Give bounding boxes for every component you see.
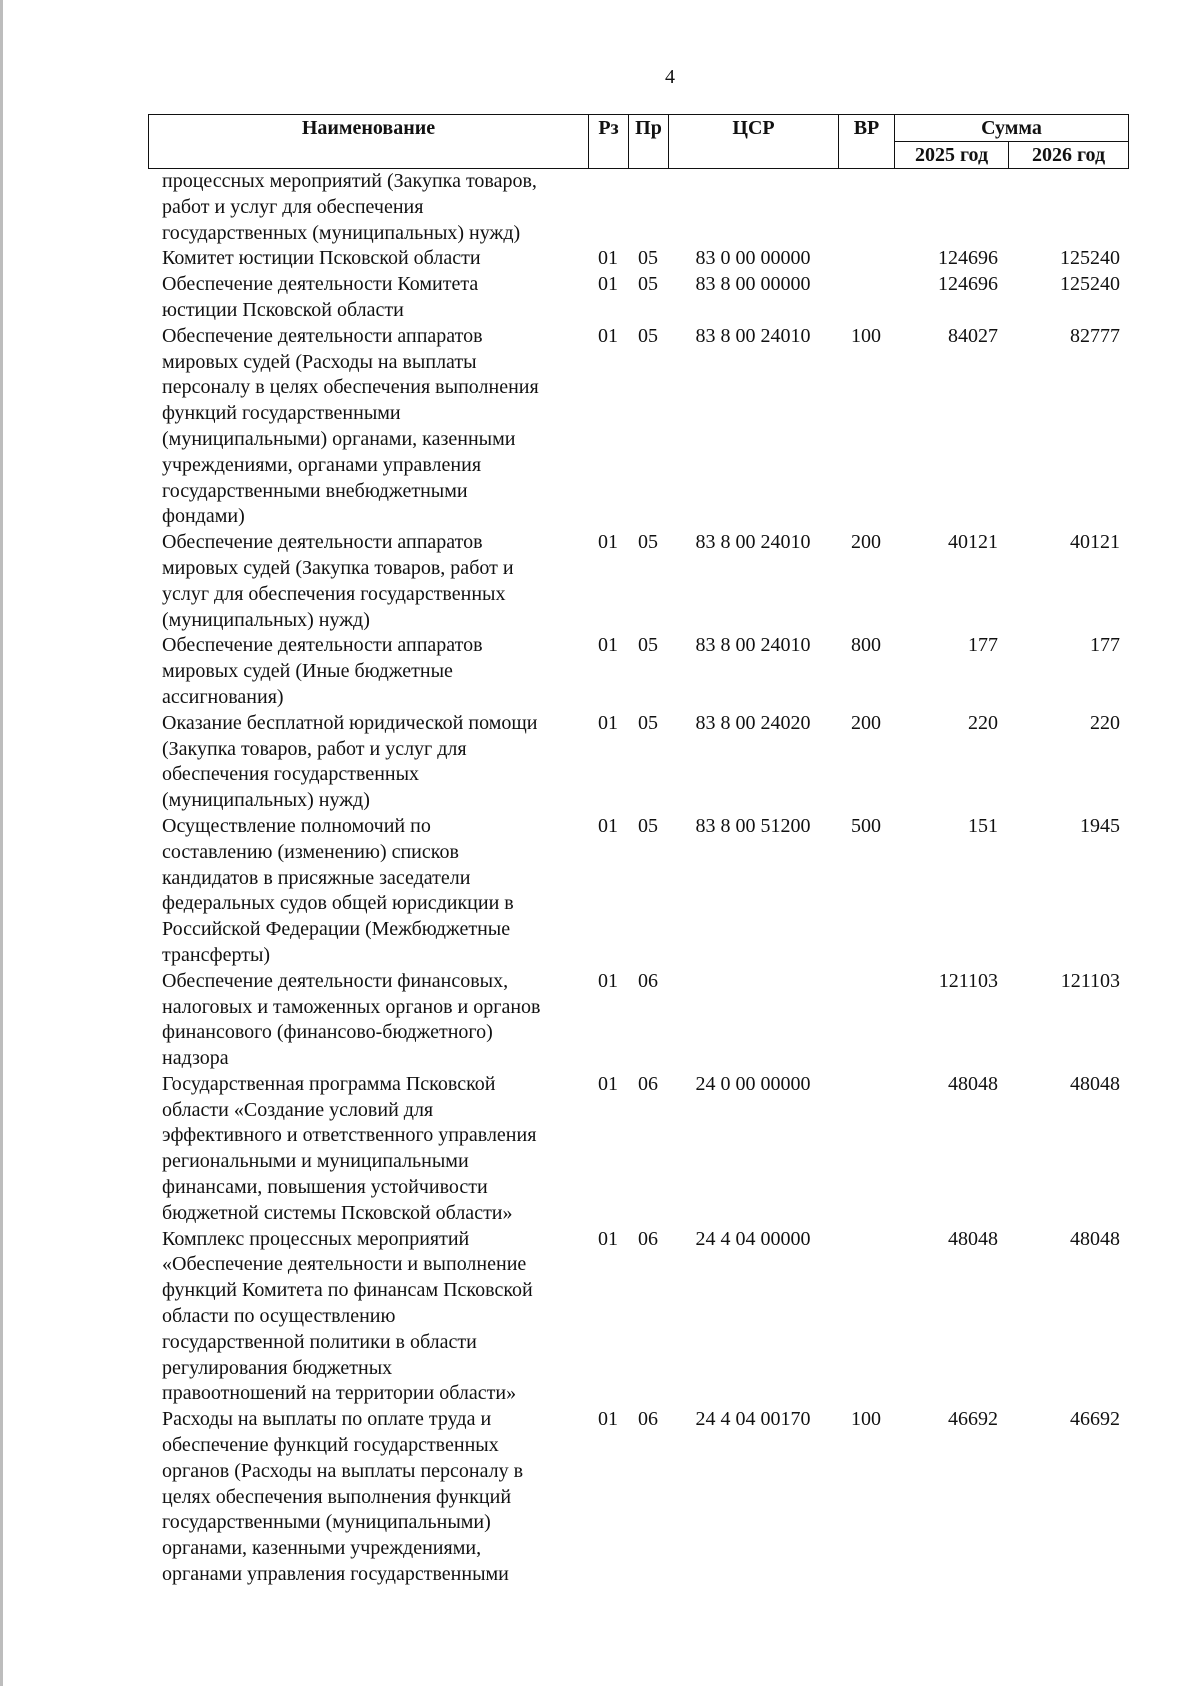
- budget-table: [148, 114, 1128, 1588]
- table-row: [148, 324, 1128, 530]
- row-pr: 05: [638, 814, 658, 837]
- row-pr: 06: [638, 1072, 658, 1095]
- header-vr: ВР: [839, 115, 895, 169]
- row-pr: 06: [638, 1408, 658, 1431]
- row-name: Обеспечение деятельности финансовых, налоговых и таможенных органов и органов финансового (финансово-бюджетного) надзора: [162, 969, 541, 1070]
- row-sum-2025: 124696: [938, 247, 998, 270]
- row-rz: 01: [598, 711, 618, 734]
- row-sum-2026: 121103: [1060, 969, 1120, 992]
- row-sum-2025: 40121: [948, 531, 998, 554]
- row-sum-2025: 46692: [948, 1408, 998, 1431]
- row-pr: 05: [638, 711, 658, 734]
- table-row: [148, 1407, 1128, 1588]
- row-sum-2026: 1945: [1080, 814, 1120, 837]
- row-pr: 06: [638, 1227, 658, 1250]
- header-sum: Сумма: [895, 115, 1129, 142]
- table-row: [148, 272, 1128, 324]
- row-sum-2026: 48048: [1070, 1072, 1120, 1095]
- row-csr: 83 8 00 24010: [695, 634, 811, 657]
- row-csr: 24 4 04 00000: [695, 1227, 811, 1250]
- row-sum-2025: 121103: [938, 969, 998, 992]
- table-row: [148, 246, 1128, 272]
- row-name: Обеспечение деятельности аппаратов мировых судей (Расходы на выплаты персоналу в целях обеспечения выполнения функций государственными (муниципальными) органами, казенными учреждениями, органами управления государственными внебюджетными фондами): [162, 324, 539, 528]
- row-vr: [838, 1227, 894, 1408]
- row-name: Оказание бесплатной юридической помощи (Закупка товаров, работ и услуг для обеспечения государственных (муниципальных) нужд): [162, 711, 538, 812]
- row-csr: 24 4 04 00170: [695, 1408, 811, 1431]
- page-left-edge: [0, 0, 3, 1686]
- row-rz: 01: [598, 634, 618, 657]
- table-row: [148, 169, 1128, 246]
- row-name: Обеспечение деятельности аппаратов мировых судей (Иные бюджетные ассигнования): [162, 634, 483, 708]
- row-vr: 800: [851, 634, 881, 657]
- row-csr: 83 8 00 24020: [695, 711, 811, 734]
- row-pr: 05: [638, 634, 658, 657]
- row-csr: 83 0 00 00000: [695, 247, 811, 270]
- header-year-2026: 2026 год: [1009, 142, 1129, 169]
- row-vr: [838, 246, 894, 272]
- row-vr: [838, 272, 894, 324]
- row-csr: 83 8 00 00000: [695, 273, 811, 296]
- row-vr: [838, 169, 894, 246]
- row-sum-2026: 40121: [1070, 531, 1120, 554]
- row-csr: 83 8 00 24010: [695, 324, 811, 347]
- table-body: [148, 169, 1128, 1588]
- row-sum-2026: 48048: [1070, 1227, 1120, 1250]
- row-sum-2026: 125240: [1060, 247, 1120, 270]
- table-row: [148, 530, 1128, 633]
- row-sum-2025: 220: [968, 711, 998, 734]
- row-csr: 83 8 00 24010: [695, 531, 811, 554]
- row-rz: [588, 169, 628, 246]
- row-pr: 05: [638, 273, 658, 296]
- table-row: [148, 814, 1128, 969]
- row-sum-2025: 48048: [948, 1227, 998, 1250]
- header-name: Наименование: [149, 115, 589, 169]
- row-sum-2026: 220: [1090, 711, 1120, 734]
- row-pr: 05: [638, 324, 658, 347]
- row-pr: [628, 169, 668, 246]
- table-row: [148, 969, 1128, 1072]
- table-row: [148, 1227, 1128, 1408]
- row-pr: 05: [638, 531, 658, 554]
- row-name: Обеспечение деятельности аппаратов мировых судей (Закупка товаров, работ и услуг для обеспечения государственных (муниципальных) нужд): [162, 531, 514, 631]
- row-sum-2025: 48048: [948, 1072, 998, 1095]
- row-sum-2025: 151: [968, 814, 998, 837]
- row-pr: 05: [638, 247, 658, 270]
- row-name: Обеспечение деятельности Комитета юстиции Псковской области: [162, 273, 479, 321]
- row-name: Осуществление полномочий по составлению (изменению) списков кандидатов в присяжные заседатели федеральных судов общей юрисдикции в Российской Федерации (Межбюджетные трансферты): [162, 814, 514, 966]
- row-sum-2026: 82777: [1070, 324, 1120, 347]
- row-rz: 01: [598, 1072, 618, 1095]
- row-rz: 01: [598, 1227, 618, 1250]
- row-sum-2025: 84027: [948, 324, 998, 347]
- table-row: [148, 633, 1128, 710]
- row-vr: 100: [851, 324, 881, 347]
- row-vr: [838, 1072, 894, 1227]
- row-sum-2026: 46692: [1070, 1408, 1120, 1431]
- row-name: Комплекс процессных мероприятий «Обеспечение деятельности и выполнение функций Комитета по финансам Псковской области по осуществлению государственной политики в области регулирования бюджетных правоотношений на территории области»: [162, 1227, 533, 1405]
- page-number: 4: [665, 66, 675, 88]
- row-name: процессных мероприятий (Закупка товаров, работ и услуг для обеспечения государственных (муниципальных) нужд): [162, 170, 537, 244]
- row-vr: 200: [851, 531, 881, 554]
- row-sum-2026: 177: [1090, 634, 1120, 657]
- row-rz: 01: [598, 814, 618, 837]
- row-csr: 83 8 00 51200: [695, 814, 811, 837]
- row-sum-2026: [1008, 169, 1128, 246]
- header-rz: Рз: [589, 115, 629, 169]
- row-rz: 01: [598, 247, 618, 270]
- header-year-2025: 2025 год: [895, 142, 1009, 169]
- row-rz: 01: [598, 1408, 618, 1431]
- row-vr: 500: [851, 814, 881, 837]
- row-vr: [838, 969, 894, 1072]
- row-csr: 24 0 00 00000: [695, 1072, 811, 1095]
- row-vr: 100: [851, 1408, 881, 1431]
- row-rz: 01: [598, 969, 618, 992]
- row-name: Расходы на выплаты по оплате труда и обеспечение функций государственных органов (Расходы на выплаты персоналу в целях обеспечения выполнения функций государственными (муниципальными) органами, казенными учреждениями, органами управления государственными: [162, 1408, 524, 1586]
- header-csr: ЦСР: [669, 115, 839, 169]
- row-name: Комитет юстиции Псковской области: [162, 247, 481, 270]
- row-vr: 200: [851, 711, 881, 734]
- header-pr: Пр: [629, 115, 669, 169]
- row-name: Государственная программа Псковской области «Создание условий для эффективного и ответственного управления региональными и муниципальными финансами, повышения устойчивости бюджетной системы Псковской области»: [162, 1072, 537, 1224]
- row-sum-2025: [894, 169, 1008, 246]
- row-csr: [668, 169, 838, 246]
- table-header: [148, 114, 1129, 169]
- row-csr: [668, 969, 838, 1072]
- row-rz: 01: [598, 273, 618, 296]
- row-rz: 01: [598, 531, 618, 554]
- row-sum-2026: 125240: [1060, 273, 1120, 296]
- row-sum-2025: 124696: [938, 273, 998, 296]
- row-sum-2025: 177: [968, 634, 998, 657]
- table-row: [148, 711, 1128, 814]
- table-row: [148, 1072, 1128, 1227]
- row-pr: 06: [638, 969, 658, 992]
- row-rz: 01: [598, 324, 618, 347]
